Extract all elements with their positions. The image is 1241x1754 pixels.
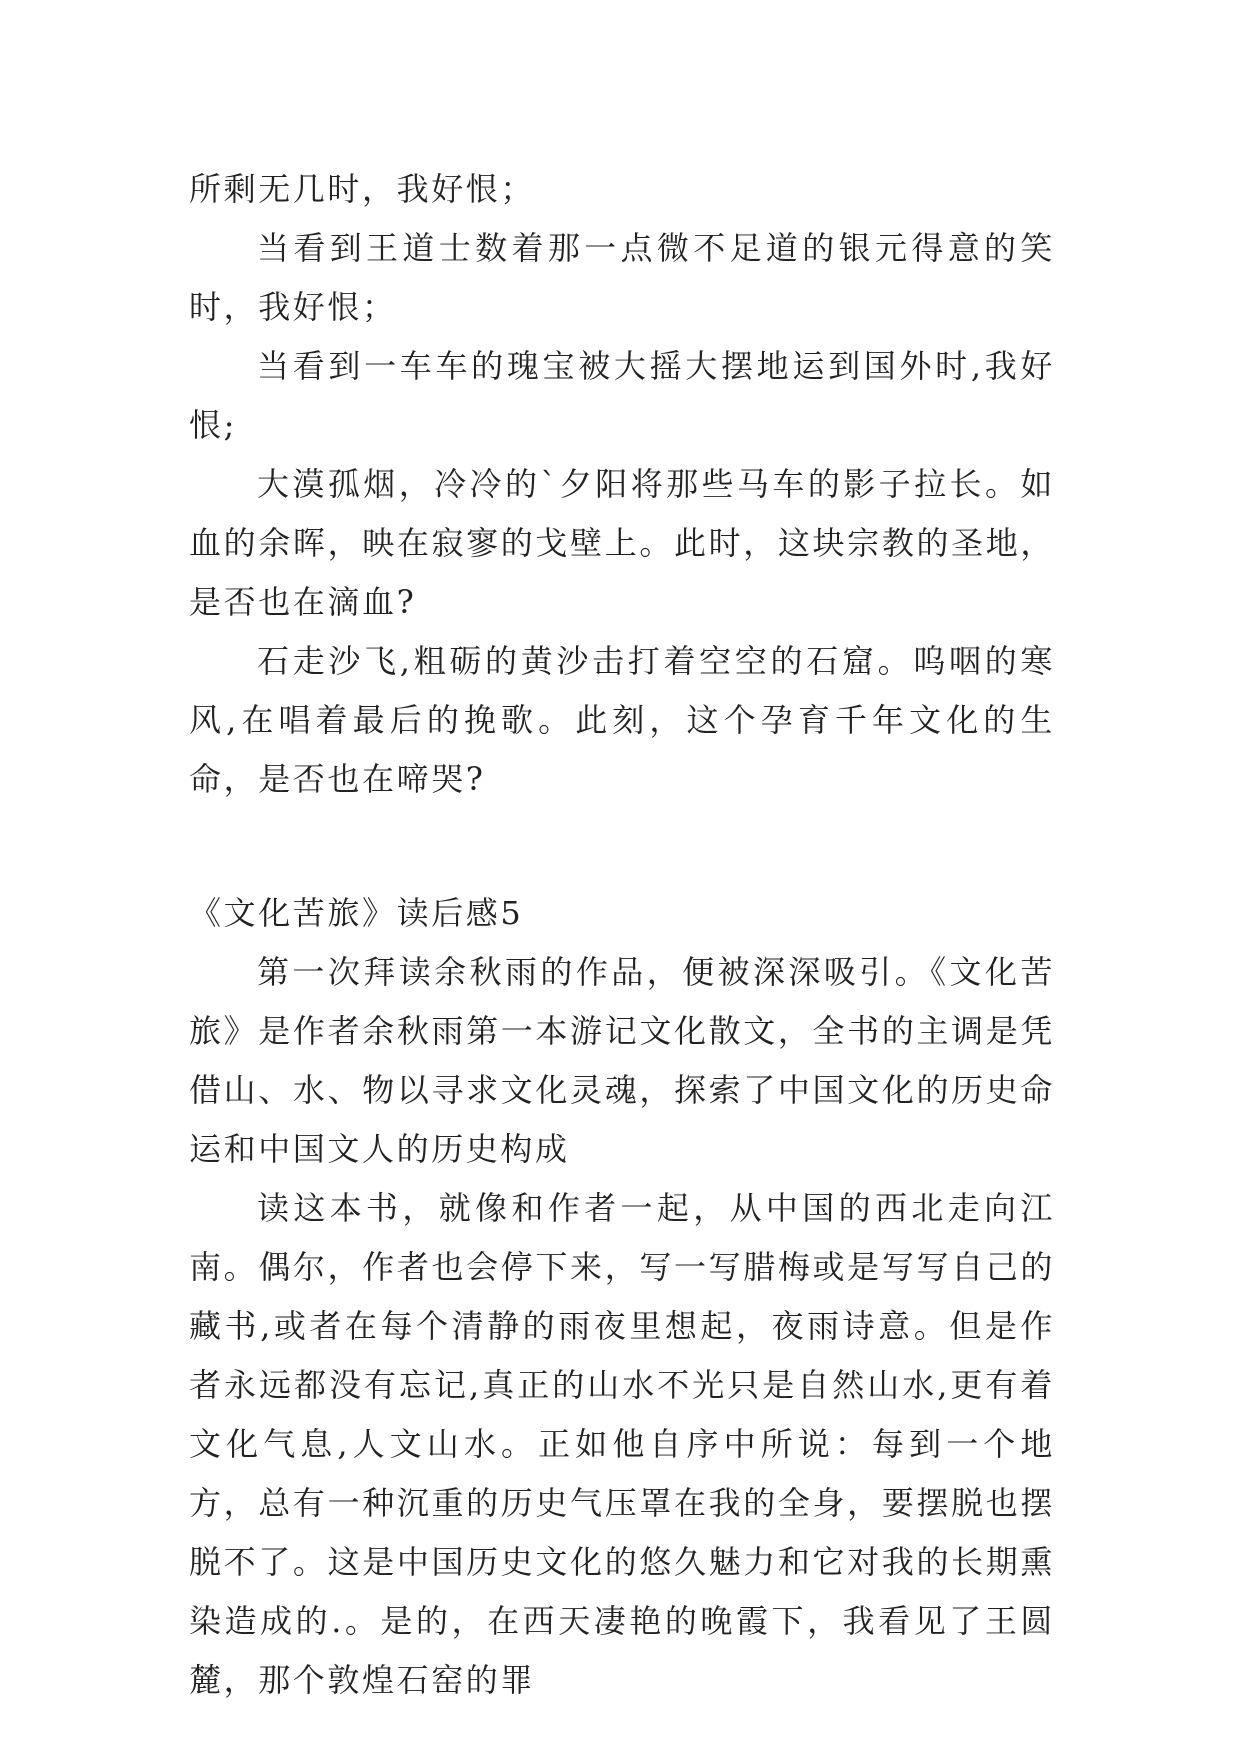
paragraph: 大漠孤烟，冷冷的`夕阳将那些马车的影子拉长。如血的余晖，映在寂寥的戈壁上。此时，这块宗教的圣地，是否也在滴血?: [189, 465, 1055, 621]
paragraph: 第一次拜读余秋雨的作品，便被深深吸引。《文化苦旅》是作者余秋雨第一本游记文化散文，全书的主调是凭借山、水、物以寻求文化灵魂，探索了中国文化的历史命运和中国文人的历史构成: [189, 953, 1055, 1168]
paragraph: 读这本书，就像和作者一起，从中国的西北走向江南。偶尔，作者也会停下来，写一写腊梅或是写写自己的藏书,或者在每个清静的雨夜里想起，夜雨诗意。但是作者永远都没有忘记,真正的山水不光只是自然山水,更有着文化气息,人文山水。正如他自序中所说：每到一个地方，总有一种沉重的历史气压罩在我的全身，要摆脱也摆脱不了。这是中国历史文化的悠久魅力和它对我的长期熏染造成的.。是的，在西天凄艳的晚霞下，我看见了王圆麓，那个敦煌石窑的罪: [189, 1189, 1055, 1699]
paragraph: 当看到一车车的瑰宝被大摇大摆地运到国外时,我好恨;: [189, 347, 1055, 444]
section-spacer: [189, 809, 1055, 884]
paragraph: 所剩无几时，我好恨；: [189, 170, 536, 208]
document-body: [189, 160, 1055, 1710]
paragraph: 石走沙飞,粗砺的黄沙击打着空空的石窟。呜咽的寒风,在唱着最后的挽歌。此刻，这个孕育千年文化的生命，是否也在啼哭?: [189, 642, 1055, 798]
paragraph: 当看到王道士数着那一点微不足道的银元得意的笑时，我好恨；: [189, 229, 1055, 326]
section-title: 《文化苦旅》读后感5: [189, 894, 524, 932]
